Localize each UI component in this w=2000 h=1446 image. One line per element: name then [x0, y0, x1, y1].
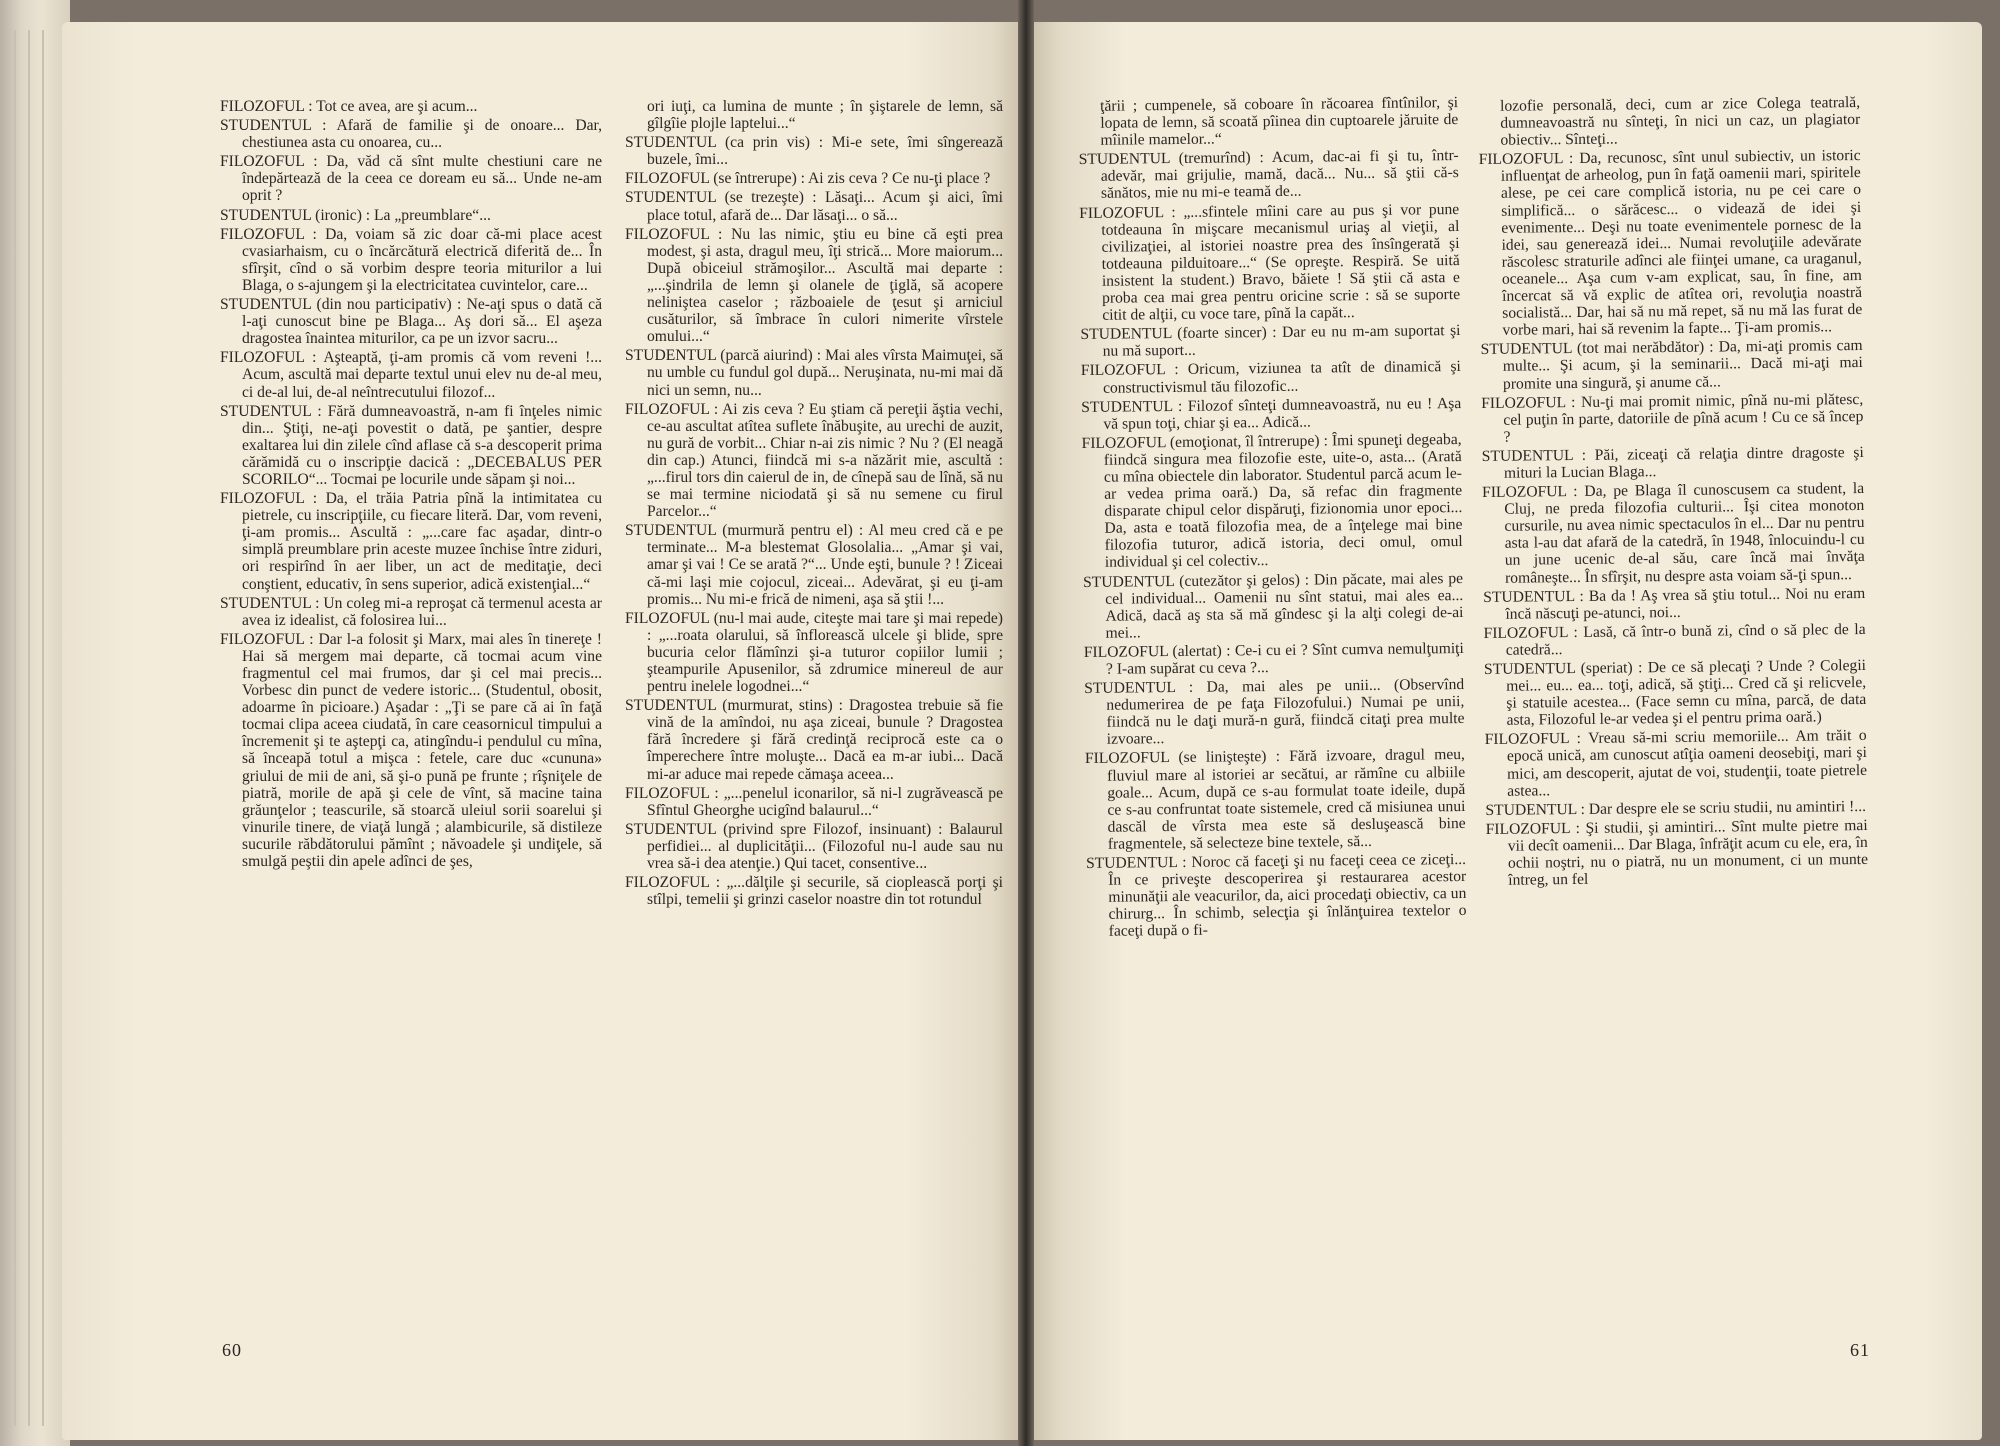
dialogue-paragraph: FILOZOFUL : Vreau să-mi scriu memoriile... Am trăit o epocă unică, am cunoscut atîţia oameni deosebiţi, mari şi mici, am descoperit, ajutat de voi, studenţii, toate pietrele astea...	[1484, 727, 1868, 800]
page-61-column-2	[1478, 94, 1873, 1313]
dialogue-paragraph: STUDENTUL (din nou participativ) : Ne-aţi spus o dată că l-aţi cunoscut bine pe Blaga... Aş dori să... El aşeza dragostea înaintea miturilor, ca pe un izvor sacru...	[220, 296, 602, 348]
dialogue-paragraph: STUDENTUL : Da, mai ales pe unii... (Observînd nedumerirea de pe faţa Filozofului.) Numai pe unii, fiindcă nu le daţi mură-n gură, fiindcă citaţi prea multe izvoare...	[1084, 676, 1465, 749]
dialogue-paragraph: FILOZOFUL : Aşteaptă, ţi-am promis că vom reveni !... Acum, ascultă mai departe textul unui elev nu de-al meu, ci de-al lui, de-al neîntrecutului filozof...	[220, 349, 602, 401]
dialogue-paragraph: FILOZOFUL : Da, voiam să zic doar că-mi place acest cvasiarhaism, cu o încărcătură electrică diferită de... În sfîrşit, cînd o să vorbim despre teoria miturilor a lui Blaga, o s-ajungem şi la electricitatea cuvintelor, care...	[220, 225, 602, 294]
dialogue-paragraph: STUDENTUL (privind spre Filozof, insinuant) : Balaurul perfidiei... al duplicităţii... (Filozoful nu-l aude sau nu vrea să-i dea atenţie.) Qui tacet, consentive...	[625, 820, 1003, 873]
dialogue-paragraph: STUDENTUL (parcă aiurind) : Mai ales vîrsta Maimuţei, să nu umble cu fundul gol după... Neruşinata, nu-mi mai dă nici un semn, nu...	[625, 347, 1003, 399]
dialogue-paragraph: STUDENTUL : Păi, ziceaţi că relaţia dintre dragoste şi mituri la Lucian Blaga...	[1481, 443, 1864, 482]
dialogue-paragraph: STUDENTUL (ironic) : La „preumblare“...	[220, 206, 491, 224]
dialogue-paragraph: FILOZOFUL : „...penelul iconarilor, să ni-l zugrăvească pe Sfîntul Gheorghe ucigînd balaurul...“	[625, 784, 1003, 819]
page-number-right: 61	[1850, 1340, 1870, 1360]
page-edge-line	[28, 30, 30, 1426]
dialogue-paragraph: STUDENTUL : Un coleg mi-a reproşat că termenul acesta ar avea iz idealist, că folosirea lui...	[220, 594, 602, 629]
dialogue-paragraph: FILOZOFUL (emoţionat, îl întrerupe) : Îmi spuneţi degeaba, fiindcă singura mea filozofie este, uite-o, asta... (Arată cu mîna obiectele din laborator. Studentul parcă acum le-ar vedea prima oară.) Da, să refac din fragmente disparate chipul celor dispăruţi, fizionomia unor epoci... Da, asta e toată filozofia mea, de a înţelege mai bine filozofia tuturor, adică istoria, deci omul, omul individual şi cel colectiv...	[1081, 430, 1463, 572]
page-number-left: 60	[222, 1340, 242, 1360]
dialogue-paragraph: ţării ; cumpenele, să coboare în răcoarea fîntînilor, şi lopata de lemn, să scoată pîinea din cuptoarele jăruite de mîinile mamelor...“	[1099, 94, 1459, 149]
dialogue-paragraph: FILOZOFUL (se întrerupe) : Ai zis ceva ? Ce nu-ţi place ?	[625, 170, 991, 188]
dialogue-paragraph: FILOZOFUL : Da, pe Blaga îl cunoscusem ca student, la Cluj, ne preda filozofia culturii... Îşi citea monoton cursurile, nu avea nimic spectaculos în el... Dar nu pentru asta l-au dat afară de la catedră, în 1948, înlocuindu-l cu un june ucenic de-al său, care încă mai învăţa româneşte... În sfîrşit, nu despre asta voiam să-ţi spun...	[1482, 480, 1865, 587]
dialogue-paragraph: STUDENTUL : Afară de familie şi de onoare... Dar, chestiunea asta cu onoarea, cu...	[220, 117, 602, 152]
dialogue-paragraph: FILOZOFUL : Da, recunosc, sînt unul subiectiv, un istoric influenţat de arheolog, pun în faţă oamenii mari, spiritele alese, pe cei care complică istoria, nu pe cei care o simplifică... o sărăcesc... o videază de idei şi evenimente... Deşi nu toate evenimentele pornesc de la idei, sau generează idei... Numai revoluţiile adevărate răscolesc straturile adînci ale fiinţei umane, ca uraganul, oceanele... Aşa cum v-am explicat, sau, în fine, am încercat să vă explic de atîtea ori, revoluţia noastră socialistă... Dar, hai să nu mă repet, să nu mă las furat de vorbe mari, hai să revenim la fapte... Ţi-am promis...	[1478, 147, 1863, 339]
dialogue-paragraph: FILOZOFUL (se linişteşte) : Fără izvoare, dragul meu, fluviul mare al istoriei ar secătui, ar rămîne cu albiile goale... Acum, după ce s-au formulat toate ideile, după ce s-au confruntat toate sistemele, cred că misiunea unui dascăl de vîrsta mea este să desluşească bine fragmentele, să selecteze bine textele, să...	[1084, 746, 1466, 853]
dialogue-paragraph: STUDENTUL (tot mai nerăbdător) : Da, mi-aţi promis cam multe... Şi acum, şi la seminarii... Dacă mi-aţi mai promite una singură, şi anume că...	[1480, 337, 1863, 393]
dialogue-paragraph: FILOZOFUL : Da, el trăia Patria pînă la intimitatea cu pietrele, cu inscripţiile, cu fiecare literă. Dar, vom reveni, ţi-am promis... Ascultă : „...care fac aşadar, dintr-o simplă preumblare prin aceste muzee închise între ziduri, ori respirînd în aer liber, un act de meditaţie, deci conştient, educativ, în sens superior, adică existenţial...“	[220, 490, 602, 593]
page-60-column-2	[625, 98, 1003, 1313]
dialogue-paragraph: FILOZOFUL : „...sfintele mîini care au pus şi vor pune totdeauna în mişcare mecanismul uriaş al vieţii, al civilizaţiei, al istoriei noastre prea des însîngerată şi totdeauna pilduitoare...“ (Se opreşte. Respiră. Se uită insistent la student.) Bravo, băiete ! Să ştii că asta e proba cea mai grea pentru oricine scrie : să se suporte citit de alţii, cu voce tare, pînă la capăt...	[1079, 200, 1461, 324]
page-edge-line	[14, 30, 16, 1426]
dialogue-paragraph: STUDENTUL (murmurat, stins) : Dragostea trebuie să fie vină de la amîndoi, nu aşa ziceai, bunule ? Dragostea fără încredere şi fără credinţă reciprocă este ca o împerechere între moluşte... Dacă ea m-ar iubi... Dacă mi-ar aduce mai repede cămaşa aceea...	[625, 697, 1003, 783]
book-gutter	[1018, 0, 1034, 1446]
dialogue-paragraph: FILOZOFUL : Dar l-a folosit şi Marx, mai ales în tinereţe ! Hai să mergem mai departe, că tocmai acum vine fragmentul cel mai frumos, dar şi cel mai precis... Vorbesc din punct de vedere istoric... (Studentul, obosit, adoarme în picioare.) Aşadar : „Ţi se pare că ai în faţă tocmai clipa aceea ciudată, în care ceasornicul timpului a încremenit şi te aştepţi ca, atingîndu-i pendulul cu mîna, să înceapă totul a mişca : fetele, care duc «cununa» griului de mii de ani, să şi-o pună pe frunte ; rîşniţele de piatră, morile de apă şi cele de vînt, să macine taina grăunţelor ; teascurile, să stoarcă uleiul sorii soarelui şi vinurile tinere, de viaţă lungă ; alambicurile, să distileze sucurile răbdătorului pămînt ; năvoadele şi undiţele, să smulgă peştii din apele adînci de şes,	[220, 630, 602, 871]
page-edge-line	[42, 30, 44, 1426]
dialogue-paragraph: FILOZOFUL : Oricum, viziunea ta atît de dinamică şi constructivismul tău filozofic...	[1080, 358, 1461, 397]
dialogue-paragraph: STUDENTUL (murmură pentru el) : Al meu cred că e pe terminate... M-a blestemat Glosolalia... „Amar şi vai, amar şi vai ! Ce se arată ?“... Unde eşti, bunule ? ! Ziceai că-mi laşi mie cojocul, ziceai... Adevărat, şi eu ţi-am promis... Nu mi-e frică de nimeni, aşa să ştii !...	[625, 522, 1003, 608]
dialogue-paragraph: lozofie personală, deci, cum ar zice Colega teatrală, dumneavoastră nu sînteţi, în nici un caz, un plagiator obiectiv... Sînteţi...	[1499, 93, 1861, 149]
dialogue-paragraph: FILOZOFUL (alertat) : Ce-i cu ei ? Sînt cumva nemulţumiţi ? I-am supărat cu ceva ?...	[1083, 639, 1464, 678]
dialogue-paragraph: STUDENTUL : Noroc că faceţi şi nu faceţi ceea ce ziceţi... În ce priveşte descoperirea şi restaurarea acestor minunăţii ale veacurilor, da, aici procedaţi obiectiv, ca un chirurg... În schimb, selecţia şi înlănţuirea textelor o faceţi după o fi-	[1085, 851, 1467, 941]
dialogue-paragraph: FILOZOFUL (nu-l mai aude, citeşte mai tare şi mai repede) : „...roata olarului, să înflorească ulcele şi blide, spre bucuria celor flămînzi şi-a tuturor copiilor lumii ; şteampurile Apusenilor, să zdrumice minereul de aur pentru inelele logodnei...“	[625, 609, 1003, 696]
dialogue-paragraph: FILOZOFUL : Tot ce avea, are şi acum...	[220, 98, 478, 115]
dialogue-paragraph: STUDENTUL (tremurînd) : Acum, dac-ai fi şi tu, într-adevăr, mai grijulie, mamă, dacă... Nu... să ştii că-s sănătos, mie nu mi-e teamă de...	[1078, 147, 1459, 203]
dialogue-paragraph: STUDENTUL : Dar despre ele se scriu studii, nu amintiri !...	[1485, 797, 1867, 819]
dialogue-paragraph: FILOZOFUL : Nu las nimic, ştiu eu bine că eşti prea modest, şi asta, dragul meu, îţi strică... More maiorum... După obiceiul strămoşilor... Ascultă mai departe : „...şindrila de lemn şi olanele de ţiglă, să acopere neliniştea caselor ; războaiele de ţesut şi arniciul cusăturilor, să îmbrace în culori nimerite vîrstele omului...“	[625, 225, 1003, 346]
dialogue-paragraph: FILOZOFUL : Da, văd că sînt multe chestiuni care ne îndepărtează de la ceea ce doream eu să... Unde ne-am oprit ?	[220, 153, 602, 205]
dialogue-paragraph: STUDENTUL (se trezeşte) : Lăsaţi... Acum şi aici, îmi place totul, afară de... Dar lăsaţi... o să...	[625, 189, 1003, 224]
page-60-column-1	[220, 98, 602, 1313]
dialogue-paragraph: FILOZOFUL : Şi studii, şi amintiri... Sînt multe pietre mai vii decît oamenii... Dar Blaga, înfrăţit acum cu ele, era, în ochii noştri, nu o piatră, nu un monument, ci un munte întreg, un fel	[1485, 816, 1869, 889]
book-binding-edge	[0, 0, 70, 1446]
dialogue-paragraph: FILOZOFUL : Ai zis ceva ? Eu ştiam că pereţii ăştia vechi, ce-au ascultat atîtea suflete înăbuşite, au urechi de auzit, nu gură de vorbit... Chiar n-ai zis nimic ? Nu ? (El neagă din cap.) Atunci, fiindcă mi s-a năzărit mie, ascultă : „...firul tors din caierul de in, de cînepă sau de lînă, să nu se mai termine niciodată şi să nu semene cu firul Parcelor...“	[625, 400, 1003, 521]
dialogue-paragraph: FILOZOFUL : Lasă, că într-o bună zi, cînd o să plec de la catedră...	[1483, 620, 1866, 659]
dialogue-paragraph: FILOZOFUL : Nu-ţi mai promit nimic, pînă nu-mi plătesc, cel puţin în parte, datoriile de pînă acum ! Cu ce să încep ?	[1481, 390, 1864, 446]
dialogue-paragraph: STUDENTUL (cutezător şi gelos) : Din păcate, mai ales pe cel individual... Oamenii nu sînt statui, mai ales ea... Adică, dacă aş sta să mă gîndesc şi la alţi colegi de-ai mei...	[1082, 569, 1464, 642]
dialogue-paragraph: STUDENTUL : Ba da ! Aş vrea să ştiu totul... Noi nu eram încă născuţi pe-atunci, noi...	[1483, 584, 1866, 623]
dialogue-paragraph: STUDENTUL : Filozof sînteţi dumneavoastră, nu eu ! Aşa vă spun toţi, chiar şi ea... Adică...	[1081, 394, 1462, 433]
dialogue-paragraph: STUDENTUL : Fără dumneavoastră, n-am fi înţeles nimic din... Ştiţi, ne-aţi povestit o dată, pe şantier, despre exaltarea lui din zilele cînd aflase că s-a descoperit prima cărămidă cu o inscripţie dacică : „DECEBALUS PER SCORILO“... Tocmai pe locurile unde săpam şi noi...	[220, 402, 602, 488]
dialogue-paragraph: STUDENTUL (ca prin vis) : Mi-e sete, îmi sîngerează buzele, îmi...	[625, 134, 1003, 169]
dialogue-paragraph: ori iuţi, ca lumina de munte ; în şiştarele de lemn, să gîlgîie plojle laptelui...“	[647, 98, 1003, 133]
dialogue-paragraph: STUDENTUL (foarte sincer) : Dar eu nu m-am suportat şi nu mă suport...	[1080, 322, 1461, 361]
dialogue-paragraph: STUDENTUL (speriat) : De ce să plecaţi ? Unde ? Colegii mei... eu... ea... toţi, adică, să ştiţi... Cred că şi relicvele, şi statuile acestea... (Face semn cu mîna, parcă, de data asta, Filozoful le-ar vedea şi el pentru prima oară.)	[1483, 656, 1867, 730]
page-61-column-1	[1078, 94, 1471, 1313]
dialogue-paragraph: FILOZOFUL : „...dălţile şi securile, să cioplească porţi şi stîlpi, temelii şi grinzi caselor noastre din tot rotundul	[625, 874, 1003, 909]
